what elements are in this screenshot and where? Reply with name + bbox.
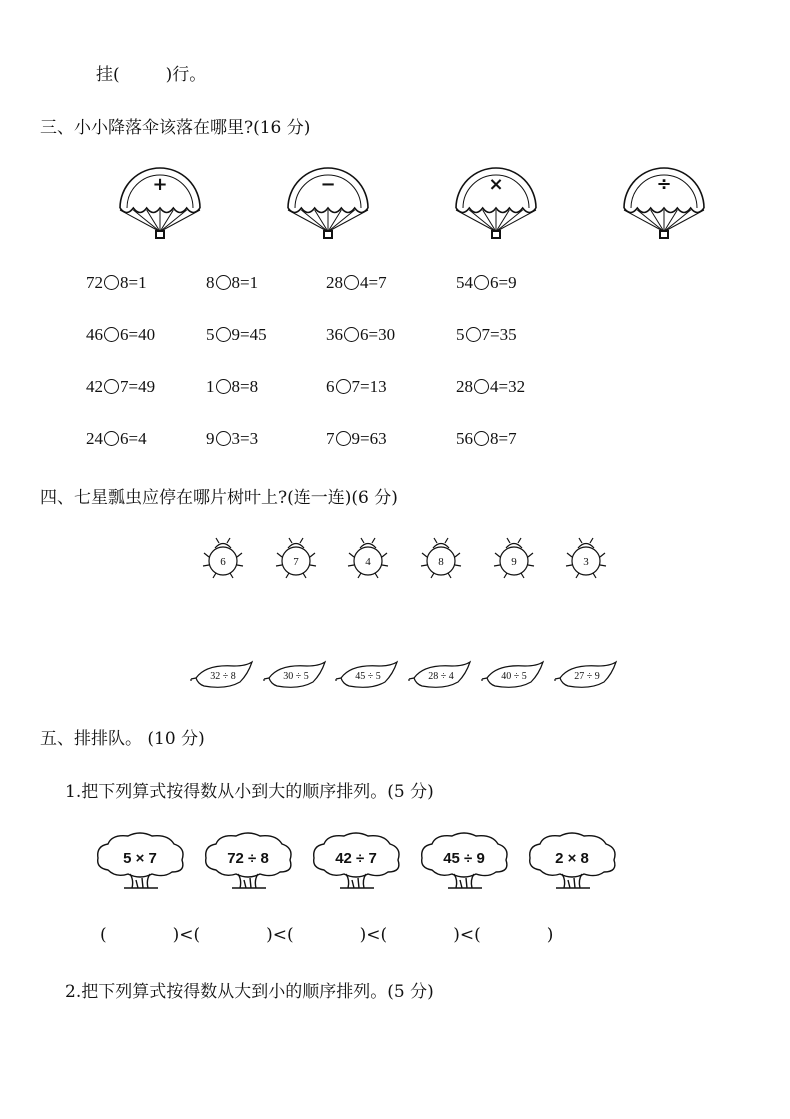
equation <box>206 429 258 449</box>
ladybug-number: 8 <box>438 556 444 568</box>
operator-circle-blank[interactable] <box>104 275 119 290</box>
operator-circle-blank[interactable] <box>216 327 231 342</box>
tree-expression: 5 × 7 <box>123 850 157 867</box>
operand: 28 <box>326 273 343 292</box>
equation-rest: 3=3 <box>231 429 259 448</box>
equation <box>86 273 147 293</box>
tree-expression: 42 ÷ 7 <box>335 850 377 867</box>
equation-rest: 8=8 <box>231 377 259 396</box>
leaf-expression: 40 ÷ 5 <box>501 671 527 682</box>
operator-circle-blank[interactable] <box>216 275 231 290</box>
equation <box>206 273 258 293</box>
tree-expression: 45 ÷ 9 <box>443 850 485 867</box>
ladybug-number: 6 <box>220 556 226 568</box>
operator-circle-blank[interactable] <box>474 275 489 290</box>
operand: 54 <box>456 273 473 292</box>
tree-icon <box>310 830 404 892</box>
equation <box>456 325 517 345</box>
equation <box>206 325 267 345</box>
operator-symbol: ÷ <box>656 174 672 195</box>
operand: 1 <box>206 377 215 396</box>
leaf-expression: 32 ÷ 8 <box>210 671 236 682</box>
ladybug-icon[interactable] <box>491 535 537 581</box>
ladybug-number: 4 <box>365 556 371 568</box>
tree-icon <box>94 830 188 892</box>
operator-symbol: − <box>320 174 336 195</box>
operator-circle-blank[interactable] <box>336 379 351 394</box>
equation-rest: 9=63 <box>351 429 387 448</box>
leaf-icon[interactable] <box>481 660 545 690</box>
operand: 56 <box>456 429 473 448</box>
leaf-expression: 45 ÷ 5 <box>355 671 381 682</box>
blank-prefix: 挂( <box>96 65 120 85</box>
ladybug-icon[interactable] <box>345 535 391 581</box>
equation-rest: 7=49 <box>120 377 156 396</box>
operand: 42 <box>86 377 103 396</box>
equation <box>206 377 258 397</box>
equation <box>86 377 155 397</box>
equation-rest: 8=1 <box>120 273 147 292</box>
question-2: 2.把下列算式按得数从大到小的顺序排列。(5 分) <box>65 982 434 1002</box>
ladybug-number: 7 <box>293 556 299 568</box>
operand: 24 <box>86 429 103 448</box>
parachute-icon <box>446 163 546 243</box>
equation-rest: 6=30 <box>360 325 396 344</box>
leaf-icon[interactable] <box>554 660 618 690</box>
tree-icon <box>202 830 296 892</box>
operand: 8 <box>206 273 215 292</box>
operator-circle-blank[interactable] <box>104 431 119 446</box>
operand: 28 <box>456 377 473 396</box>
leaf-expression: 28 ÷ 4 <box>428 671 454 682</box>
ladybug-number: 9 <box>511 556 517 568</box>
operator-circle-blank[interactable] <box>344 327 359 342</box>
section-3-title: 三、小小降落伞该落在哪里?(16 分) <box>40 118 311 138</box>
equation-rest: 4=32 <box>490 377 526 396</box>
operand: 6 <box>326 377 335 396</box>
operand: 9 <box>206 429 215 448</box>
tree-expression: 72 ÷ 8 <box>227 850 269 867</box>
equation-rest: 8=7 <box>490 429 517 448</box>
operator-circle-blank[interactable] <box>216 379 231 394</box>
tree-icon <box>526 830 620 892</box>
operator-circle-blank[interactable] <box>336 431 351 446</box>
equation <box>326 377 387 397</box>
operator-circle-blank[interactable] <box>466 327 481 342</box>
section-5-title: 五、排排队。 (10 分) <box>40 729 205 749</box>
equation <box>456 429 517 449</box>
operator-circle-blank[interactable] <box>344 275 359 290</box>
equation-rest: 6=9 <box>490 273 517 292</box>
equation-rest: 6=4 <box>120 429 147 448</box>
equation-rest: 7=35 <box>481 325 517 344</box>
leaf-expression: 27 ÷ 9 <box>574 671 600 682</box>
order-answer-row <box>100 925 553 945</box>
order-bracket: ( <box>100 925 107 945</box>
ladybug-number: 3 <box>583 556 589 568</box>
parachute-icon <box>614 163 714 243</box>
parachute-icon <box>110 163 210 243</box>
operator-circle-blank[interactable] <box>474 379 489 394</box>
equation <box>86 325 155 345</box>
section-4-title: 四、七星瓢虫应停在哪片树叶上?(连一连)(6 分) <box>40 488 398 508</box>
operator-circle-blank[interactable] <box>104 379 119 394</box>
equation <box>326 273 387 293</box>
order-bracket: )<( <box>266 925 294 945</box>
operator-circle-blank[interactable] <box>474 431 489 446</box>
equation <box>456 377 525 397</box>
order-bracket: )<( <box>453 925 481 945</box>
operand: 46 <box>86 325 103 344</box>
equation <box>456 273 517 293</box>
equation-rest: 6=40 <box>120 325 156 344</box>
order-bracket: )<( <box>172 925 201 945</box>
fill-blank-line <box>96 60 206 85</box>
equation <box>86 429 147 449</box>
order-bracket: ) <box>546 925 554 945</box>
equation <box>326 429 387 449</box>
leaf-icon[interactable] <box>408 660 472 690</box>
tree-icon <box>418 830 512 892</box>
leaf-icon[interactable] <box>263 660 327 690</box>
equation-rest: 9=45 <box>231 325 267 344</box>
equation-rest: 7=13 <box>351 377 387 396</box>
operator-symbol: + <box>152 174 168 195</box>
ladybug-icon[interactable] <box>418 535 464 581</box>
ladybug-icon[interactable] <box>563 535 609 581</box>
equation-rest: 8=1 <box>231 273 259 292</box>
blank-suffix: )行。 <box>165 65 207 85</box>
operand: 5 <box>456 325 465 344</box>
operand: 7 <box>326 429 335 448</box>
leaf-expression: 30 ÷ 5 <box>283 671 309 682</box>
leaf-icon[interactable] <box>335 660 399 690</box>
equation-rest: 4=7 <box>360 273 387 292</box>
operator-circle-blank[interactable] <box>216 431 231 446</box>
operator-circle-blank[interactable] <box>104 327 119 342</box>
operator-symbol: × <box>488 174 504 195</box>
equation <box>326 325 395 345</box>
operand: 72 <box>86 273 103 292</box>
operand: 5 <box>206 325 215 344</box>
operand: 36 <box>326 325 343 344</box>
order-bracket: )<( <box>359 925 388 945</box>
ladybug-icon[interactable] <box>200 535 246 581</box>
question-1: 1.把下列算式按得数从小到大的顺序排列。(5 分) <box>65 782 434 802</box>
parachute-icon <box>278 163 378 243</box>
ladybug-icon[interactable] <box>273 535 319 581</box>
tree-expression: 2 × 8 <box>555 850 589 867</box>
leaf-icon[interactable] <box>190 660 254 690</box>
